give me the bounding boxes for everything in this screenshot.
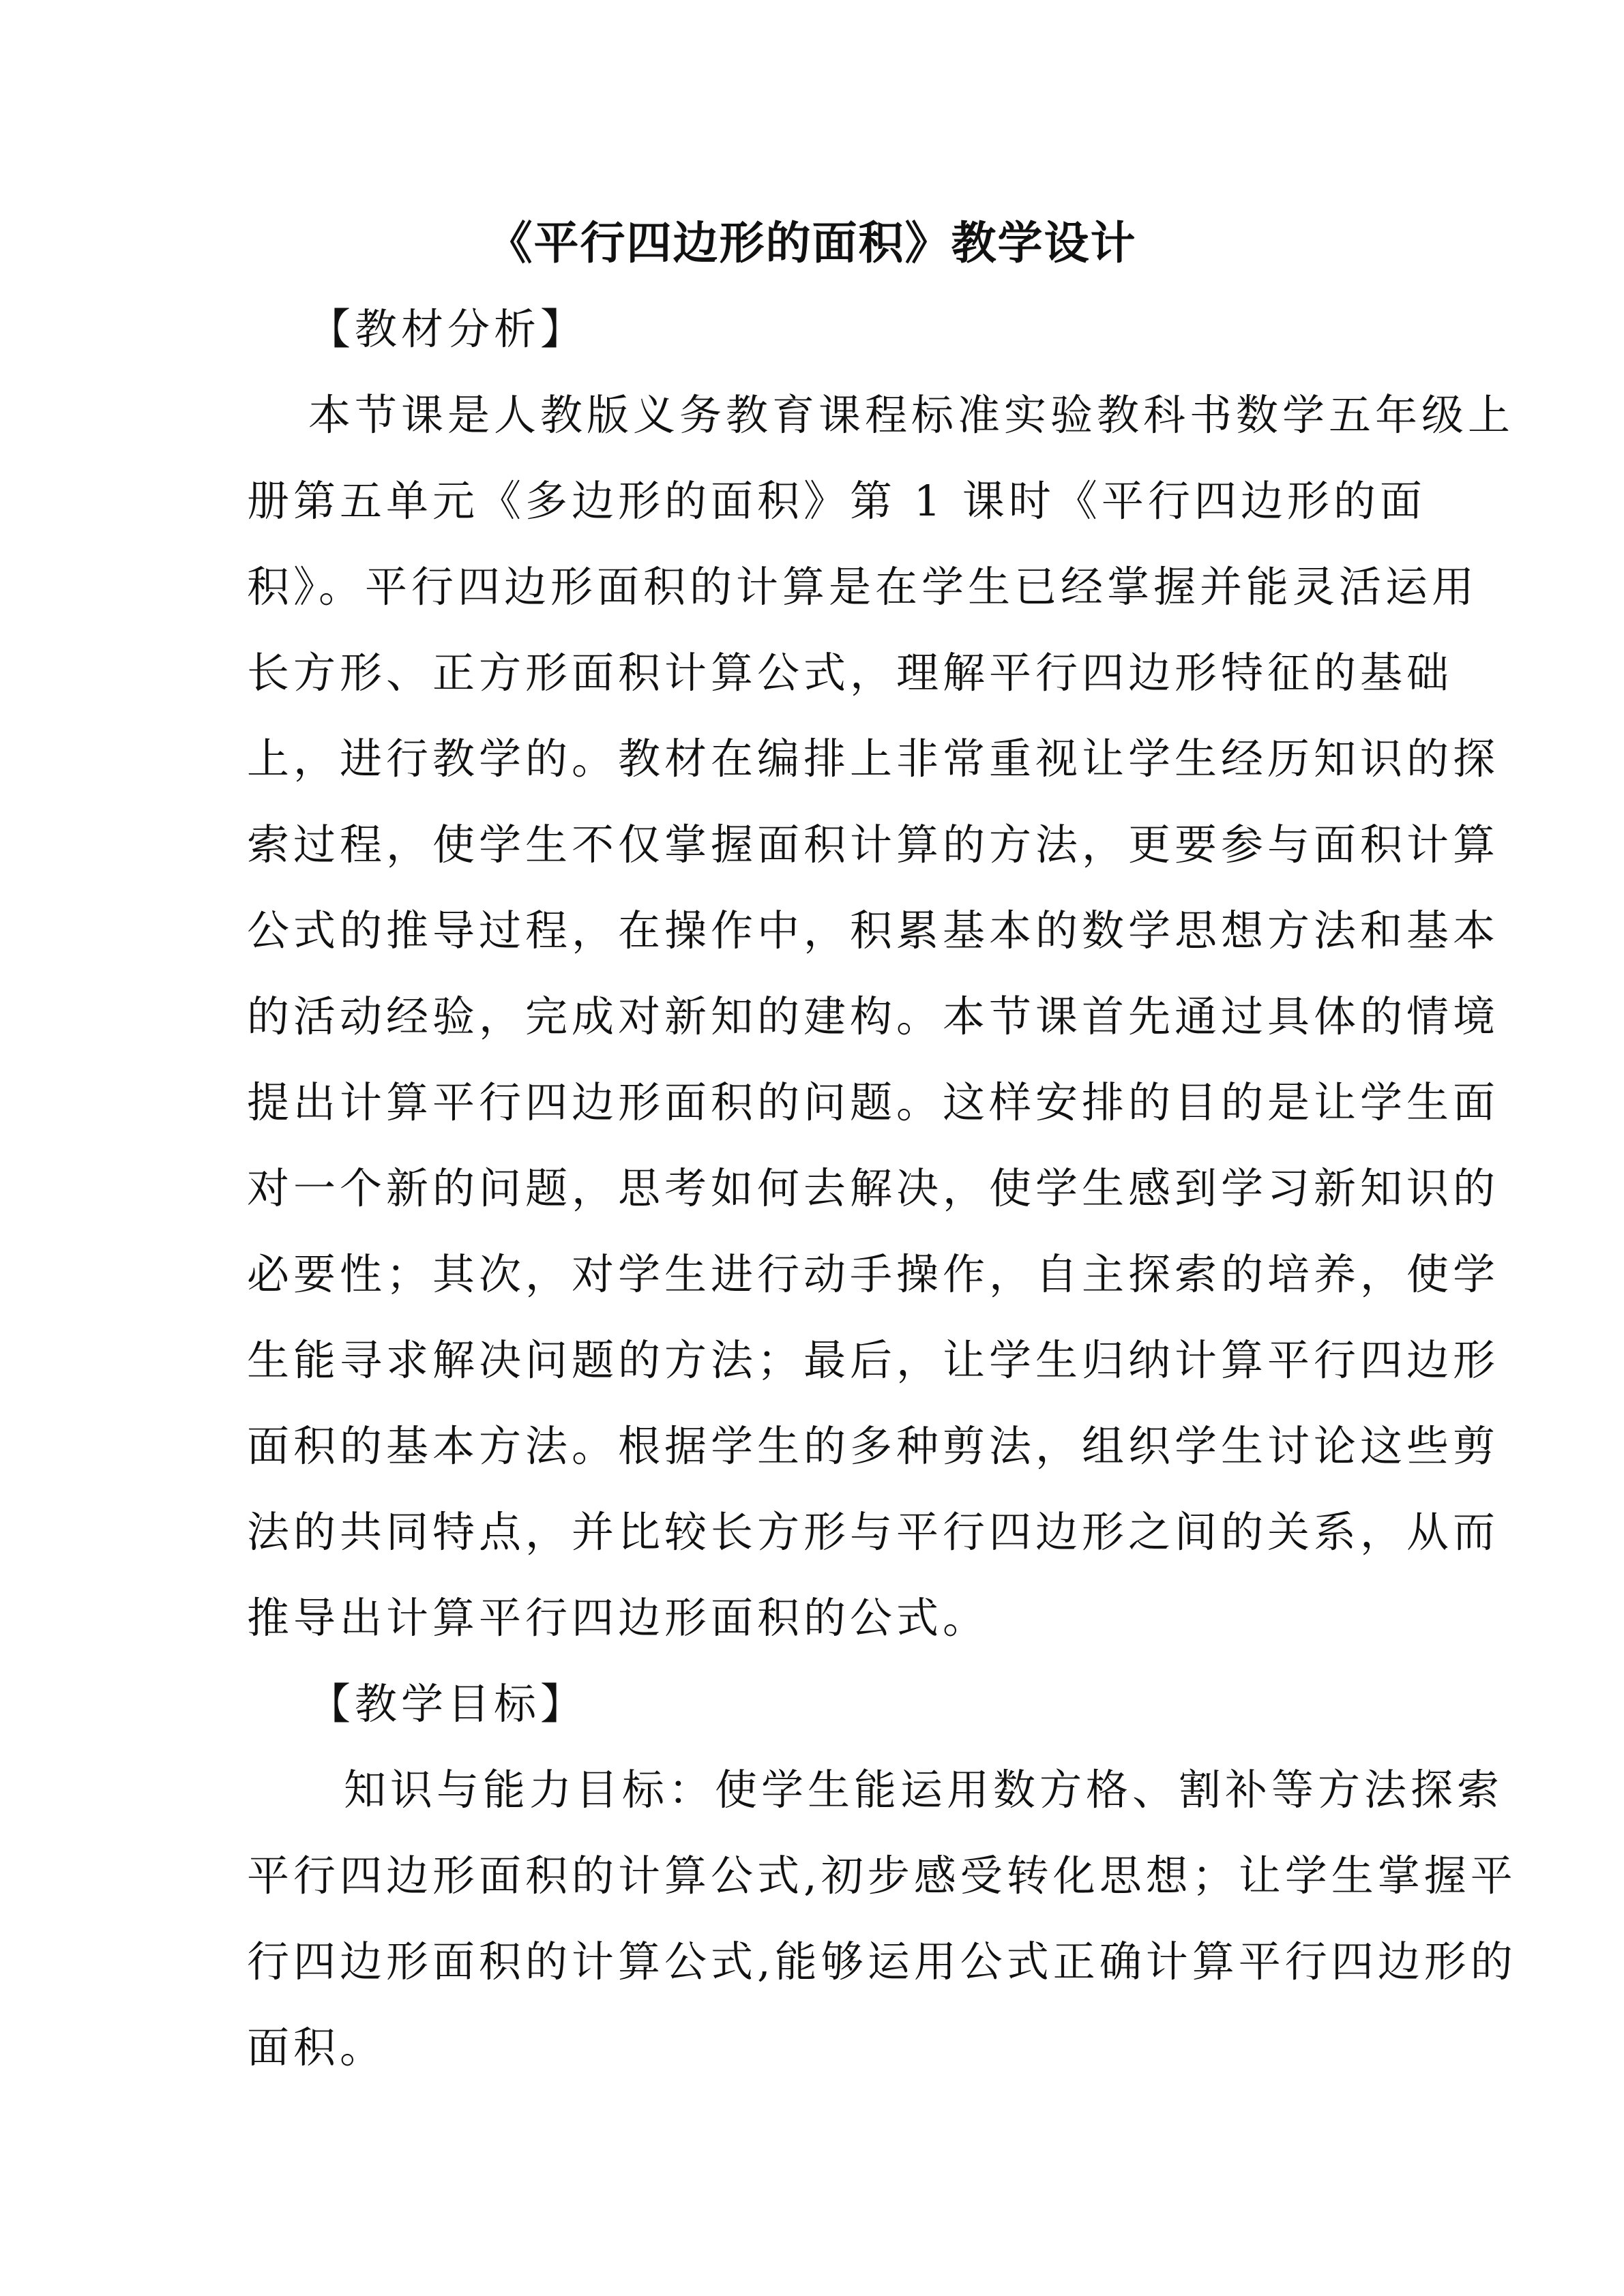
paragraph-line: 面积的基本方法。根据学生的多种剪法，组织学生讨论这些剪 — [247, 1421, 1500, 1471]
paragraph-line: 积》。平行四边形面积的计算是在学生已经掌握并能灵活运用 — [247, 562, 1479, 612]
paragraph-line: 知识与能力目标：使学生能运用数方格、割补等方法探索 — [344, 1765, 1504, 1815]
paragraph-line: 面积。 — [247, 2023, 387, 2072]
paragraph-line: 提出计算平行四边形面积的问题。这样安排的目的是让学生面 — [247, 1077, 1500, 1127]
paragraph-line: 本节课是人教版义务教育课程标准实验教科书数学五年级上 — [308, 390, 1515, 440]
paragraph-line: 行四边形面积的计算公式,能够运用公式正确计算平行四边形的 — [247, 1937, 1517, 1986]
document-title: 《平行四边形的面积》教学设计 — [487, 216, 1137, 269]
paragraph-line: 公式的推导过程，在操作中，积累基本的数学思想方法和基本 — [247, 906, 1500, 955]
section-heading-teaching-goals: 【教学目标】 — [308, 1679, 587, 1729]
paragraph-line: 法的共同特点，并比较长方形与平行四边形之间的关系，从而 — [247, 1507, 1500, 1557]
paragraph-line: 生能寻求解决问题的方法；最后，让学生归纳计算平行四边形 — [247, 1335, 1500, 1385]
paragraph-line: 的活动经验，完成对新知的建构。本节课首先通过具体的情境 — [247, 992, 1500, 1041]
paragraph-line: 平行四边形面积的计算公式,初步感受转化思想；让学生掌握平 — [247, 1851, 1517, 1900]
paragraph-line: 必要性；其次，对学生进行动手操作，自主探索的培养，使学 — [247, 1249, 1500, 1299]
paragraph-line: 册第五单元《多边形的面积》第 1 课时《平行四边形的面 — [247, 476, 1426, 526]
paragraph-line: 推导出计算平行四边形面积的公式。 — [247, 1593, 990, 1643]
section-heading-material-analysis: 【教材分析】 — [308, 304, 587, 354]
paragraph-line: 长方形、正方形面积计算公式，理解平行四边形特征的基础 — [247, 648, 1453, 698]
paragraph-line: 索过程，使学生不仅掌握面积计算的方法，更要参与面积计算 — [247, 820, 1500, 869]
paragraph-line: 上，进行教学的。教材在编排上非常重视让学生经历知识的探 — [247, 734, 1500, 784]
paragraph-line: 对一个新的问题，思考如何去解决，使学生感到学习新知识的 — [247, 1163, 1500, 1213]
